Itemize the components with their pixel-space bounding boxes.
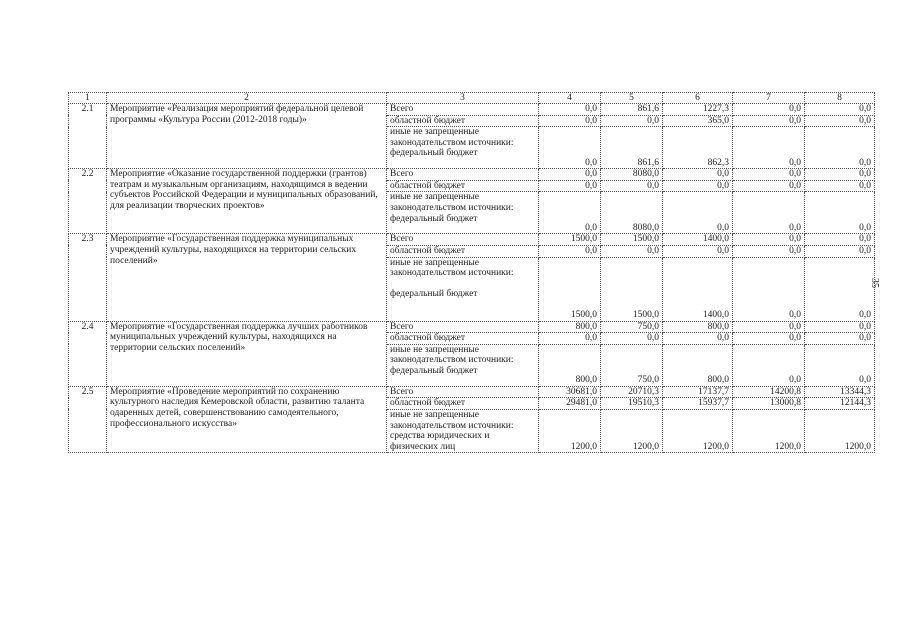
- value-cell: 1200,0: [733, 409, 805, 452]
- value-cell: 14200,8: [733, 386, 805, 398]
- value-cell: 1200,0: [539, 409, 601, 452]
- value-cell: 1500,0: [601, 257, 663, 321]
- value-cell: 861,6: [601, 104, 663, 116]
- header-row: [69, 93, 875, 104]
- value-cell: 0,0: [805, 127, 875, 169]
- value-cell: 0,0: [805, 115, 875, 127]
- value-cell: 20710,3: [601, 386, 663, 398]
- value-cell: 0,0: [733, 333, 805, 345]
- value-cell: 0,0: [663, 192, 733, 234]
- value-cell: 800,0: [539, 321, 601, 333]
- value-cell: 0,0: [601, 333, 663, 345]
- row-description: Мероприятие «Государственная поддержка лучших работников муниципальных учреждений культуры, находящихся на территории сельских поселений»: [107, 321, 387, 386]
- header-cell: 4: [539, 93, 601, 104]
- value-cell: 0,0: [539, 333, 601, 345]
- value-cell: 0,0: [539, 127, 601, 169]
- value-cell: 0,0: [733, 115, 805, 127]
- value-cell: 0,0: [733, 169, 805, 181]
- value-cell: 17137,7: [663, 386, 733, 398]
- value-cell: 1200,0: [601, 409, 663, 452]
- value-cell: 862,3: [663, 127, 733, 169]
- value-cell: 0,0: [733, 321, 805, 333]
- header-cell: 8: [805, 93, 875, 104]
- value-cell: 8080,0: [601, 169, 663, 181]
- row-number: 2.2: [69, 169, 107, 234]
- row-number: 2.4: [69, 321, 107, 386]
- header-cell: 1: [69, 93, 107, 104]
- value-cell: 0,0: [733, 234, 805, 246]
- funding-source: областной бюджет: [387, 398, 539, 410]
- funding-source: Всего: [387, 234, 539, 246]
- value-cell: 1500,0: [601, 234, 663, 246]
- header-cell: 6: [663, 93, 733, 104]
- funding-source: Всего: [387, 321, 539, 333]
- value-cell: 0,0: [733, 344, 805, 386]
- value-cell: 0,0: [733, 192, 805, 234]
- row-number: 2.1: [69, 104, 107, 169]
- value-cell: 1400,0: [663, 234, 733, 246]
- value-cell: 0,0: [805, 192, 875, 234]
- value-cell: 0,0: [805, 245, 875, 257]
- value-cell: 1200,0: [663, 409, 733, 452]
- value-cell: 0,0: [733, 127, 805, 169]
- value-cell: 1200,0: [805, 409, 875, 452]
- value-cell: 0,0: [805, 234, 875, 246]
- funding-source: областной бюджет: [387, 180, 539, 192]
- value-cell: 1500,0: [539, 257, 601, 321]
- header-cell: 5: [601, 93, 663, 104]
- value-cell: 0,0: [733, 257, 805, 321]
- funding-source: Всего: [387, 104, 539, 116]
- funding-source: иные не запрещенные законодательством источники: федеральный бюджет: [387, 127, 539, 169]
- value-cell: 800,0: [663, 344, 733, 386]
- value-cell: 1400,0: [663, 257, 733, 321]
- value-cell: 0,0: [805, 321, 875, 333]
- value-cell: 1227,3: [663, 104, 733, 116]
- budget-table-sheet: [68, 92, 874, 453]
- value-cell: 0,0: [539, 192, 601, 234]
- value-cell: 29481,0: [539, 398, 601, 410]
- funding-source: иные не запрещенные законодательством источники: федеральный бюджет: [387, 257, 539, 321]
- value-cell: 0,0: [805, 333, 875, 345]
- value-cell: 12144,3: [805, 398, 875, 410]
- value-cell: 0,0: [663, 169, 733, 181]
- value-cell: 0,0: [539, 115, 601, 127]
- table-row: [69, 234, 875, 246]
- row-description: Мероприятие «Реализация мероприятий федеральной целевой программы «Культура России (2012-2018 годы)»: [107, 104, 387, 169]
- value-cell: 0,0: [663, 180, 733, 192]
- table-body: [69, 93, 875, 453]
- value-cell: 0,0: [539, 180, 601, 192]
- row-number: 2.3: [69, 234, 107, 321]
- value-cell: 13000,8: [733, 398, 805, 410]
- value-cell: 800,0: [539, 344, 601, 386]
- header-cell: 3: [387, 93, 539, 104]
- value-cell: 1500,0: [539, 234, 601, 246]
- value-cell: 365,0: [663, 115, 733, 127]
- row-number: 2.5: [69, 386, 107, 453]
- value-cell: 15937,7: [663, 398, 733, 410]
- row-description: Мероприятие «Государственная поддержка муниципальных учреждений культуры, находящихся на территории сельских поселений»: [107, 234, 387, 321]
- budget-table: [68, 92, 875, 453]
- table-row: [69, 321, 875, 333]
- funding-source: иные не запрещенные законодательством источники: федеральный бюджет: [387, 344, 539, 386]
- value-cell: 861,6: [601, 127, 663, 169]
- value-cell: 0,0: [805, 180, 875, 192]
- value-cell: 0,0: [733, 180, 805, 192]
- value-cell: 0,0: [663, 245, 733, 257]
- value-cell: 0,0: [539, 169, 601, 181]
- value-cell: 0,0: [539, 245, 601, 257]
- value-cell: 0,0: [805, 169, 875, 181]
- value-cell: 750,0: [601, 344, 663, 386]
- value-cell: 0,0: [601, 115, 663, 127]
- value-cell: 13344,3: [805, 386, 875, 398]
- funding-source: Всего: [387, 386, 539, 398]
- value-cell: 0,0: [539, 104, 601, 116]
- funding-source: областной бюджет: [387, 245, 539, 257]
- value-cell: 0,0: [663, 333, 733, 345]
- header-cell: 7: [733, 93, 805, 104]
- value-cell: 0,0: [601, 180, 663, 192]
- funding-source: областной бюджет: [387, 115, 539, 127]
- funding-source: областной бюджет: [387, 333, 539, 345]
- row-description: Мероприятие «Проведение мероприятий по сохранению культурного наследия Кемеровской области, развитию таланта одаренных детей, совершенствованию самодеятельного, профессионального искусства»: [107, 386, 387, 453]
- row-description: Мероприятие «Оказание государственной поддержки (грантов) театрам и музыкальным организациям, находящимся в ведении субъектов Российской Федерации и муниципальных образований, для реализации творческих проектов»: [107, 169, 387, 234]
- table-row: [69, 104, 875, 116]
- funding-source: Всего: [387, 169, 539, 181]
- table-row: [69, 169, 875, 181]
- value-cell: 0,0: [733, 245, 805, 257]
- value-cell: 800,0: [663, 321, 733, 333]
- header-cell: 2: [107, 93, 387, 104]
- value-cell: 0,0: [805, 104, 875, 116]
- value-cell: 8080,0: [601, 192, 663, 234]
- page-number: 35: [869, 278, 880, 288]
- value-cell: 19510,3: [601, 398, 663, 410]
- value-cell: 0,0: [601, 245, 663, 257]
- table-row: [69, 386, 875, 398]
- value-cell: 750,0: [601, 321, 663, 333]
- funding-source: иные не запрещенные законодательством источники: средства юридических и физических лиц: [387, 409, 539, 452]
- value-cell: 0,0: [733, 104, 805, 116]
- value-cell: 30681,0: [539, 386, 601, 398]
- value-cell: 0,0: [805, 257, 875, 321]
- funding-source: иные не запрещенные законодательством источники: федеральный бюджет: [387, 192, 539, 234]
- value-cell: 0,0: [805, 344, 875, 386]
